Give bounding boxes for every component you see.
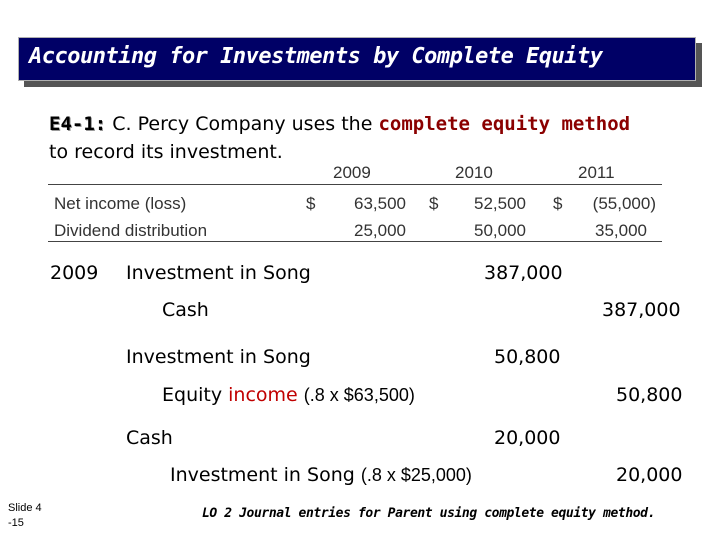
part-label: C. xyxy=(112,113,132,135)
credit-text-highlight: income xyxy=(228,384,298,406)
entry1-debit-account: Investment in Song xyxy=(126,262,311,284)
entry2-debit-account: Investment in Song xyxy=(126,346,311,368)
currency-sign: $ xyxy=(306,194,316,213)
table-top-rule xyxy=(48,184,662,185)
title-bar xyxy=(18,37,696,81)
year-header: 2011 xyxy=(578,163,615,182)
slide-number xyxy=(8,501,42,531)
intro-paragraph xyxy=(49,110,689,166)
table-bottom-rule xyxy=(48,241,662,242)
year-header: 2010 xyxy=(455,163,493,182)
credit-text: Investment in Song xyxy=(170,464,355,486)
table-cell: 50,000 xyxy=(474,221,526,240)
entry2-credit-account xyxy=(162,384,415,406)
exercise-number: E4-1: xyxy=(49,113,107,135)
currency-sign: $ xyxy=(553,194,563,213)
row-label: Net income (loss) xyxy=(54,194,187,213)
table-cell: 25,000 xyxy=(354,221,406,240)
intro-text-1: Percy Company uses the xyxy=(137,113,373,135)
currency-sign: $ xyxy=(429,194,439,213)
slide-number-line2: -15 xyxy=(8,517,24,529)
entry1-debit-amount: 387,000 xyxy=(484,262,563,284)
entry3-debit-amount: 20,000 xyxy=(494,427,561,449)
slide-number-line1: Slide 4 xyxy=(8,502,42,514)
entry2-credit-amount: 50,800 xyxy=(616,384,683,406)
table-cell: 63,500 xyxy=(354,194,406,213)
entry-year: 2009 xyxy=(50,262,99,284)
entry3-credit-account xyxy=(170,464,472,486)
entry1-credit-account: Cash xyxy=(162,299,209,321)
entry3-debit-account: Cash xyxy=(126,427,173,449)
intro-text-2: to record its investment. xyxy=(49,141,283,163)
calc-note: (.8 x $63,500) xyxy=(303,385,415,405)
table-cell: 35,000 xyxy=(595,221,647,240)
slide-title: Accounting for Investments by Complete Equity xyxy=(29,44,603,69)
year-header: 2009 xyxy=(333,163,371,182)
calc-note: (.8 x $25,000) xyxy=(360,465,472,485)
entry2-debit-amount: 50,800 xyxy=(494,346,561,368)
credit-text: Equity xyxy=(162,384,223,406)
learning-objective: LO 2 Journal entries for Parent using complete equity method. xyxy=(202,506,656,521)
table-cell: (55,000) xyxy=(592,194,656,213)
entry1-credit-amount: 387,000 xyxy=(602,299,681,321)
method-name: complete equity method xyxy=(378,113,631,135)
entry3-credit-amount: 20,000 xyxy=(616,464,683,486)
table-cell: 52,500 xyxy=(474,194,526,213)
row-label: Dividend distribution xyxy=(54,221,208,240)
